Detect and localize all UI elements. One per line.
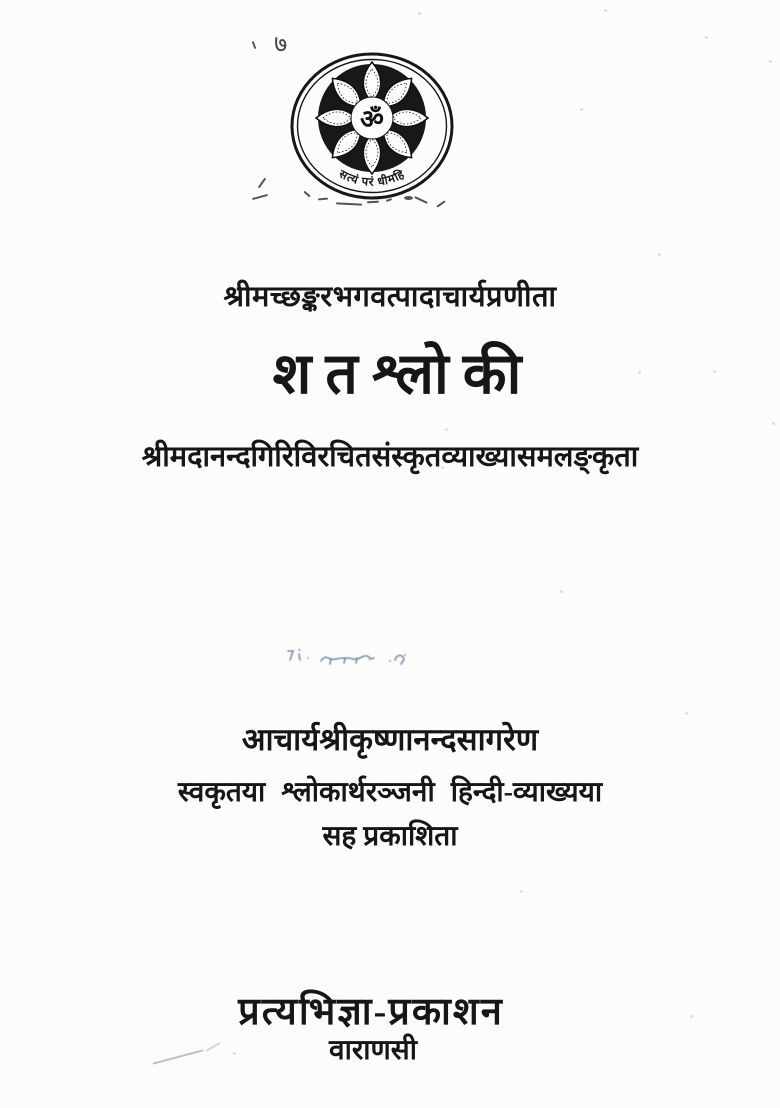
scan-speck <box>520 890 523 893</box>
editor-line: आचार्यश्रीकृष्णानन्दसागरेण <box>241 722 539 757</box>
scan-speck <box>685 712 688 715</box>
author-line: श्रीमच्छङ्करभगवत्पादाचार्यप्रणीता <box>223 281 557 313</box>
emblem-motto: सत्यं परं धीमहि <box>336 168 408 189</box>
scan-speck <box>560 590 563 593</box>
scan-speck <box>445 428 448 431</box>
blue-ink-smudge <box>283 646 413 670</box>
scan-speck <box>580 108 583 111</box>
scan-speck <box>769 60 772 63</box>
scan-speck <box>713 370 716 373</box>
scan-speck <box>658 253 661 256</box>
publisher-place: वाराणसी <box>329 1035 417 1066</box>
scan-speck <box>418 12 421 15</box>
scan-speck <box>233 1052 236 1055</box>
hindi-commentary-line: स्वकृतया श्लोकार्थरञ्जनी हिन्दी-व्याख्यया <box>177 777 603 808</box>
scan-speck <box>638 371 641 374</box>
lotus-om-emblem <box>286 44 458 202</box>
scan-speck <box>604 9 607 12</box>
sanskrit-commentary-line: श्रीमदानन्दगिरिविरचितसंस्कृतव्याख्यासमलङ्कृता <box>141 441 639 473</box>
scan-speck <box>705 36 708 39</box>
ink-mark <box>367 201 379 204</box>
publisher-name: प्रत्यभिज्ञा-प्रकाशन <box>238 991 504 1033</box>
scan-speck <box>772 422 775 425</box>
ink-mark <box>336 202 362 205</box>
om-icon: ॐ <box>360 105 384 134</box>
book-title: शतश्लोकी <box>272 343 536 406</box>
scan-speck <box>441 466 444 469</box>
publication-line: सह प्रकाशिता <box>322 821 458 852</box>
ink-mark <box>252 41 257 49</box>
ink-mark <box>404 196 413 200</box>
ink-mark <box>252 194 268 200</box>
ink-mark <box>258 178 267 189</box>
scan-speck <box>690 1015 693 1018</box>
handwritten-numeral: ७ <box>272 28 290 59</box>
